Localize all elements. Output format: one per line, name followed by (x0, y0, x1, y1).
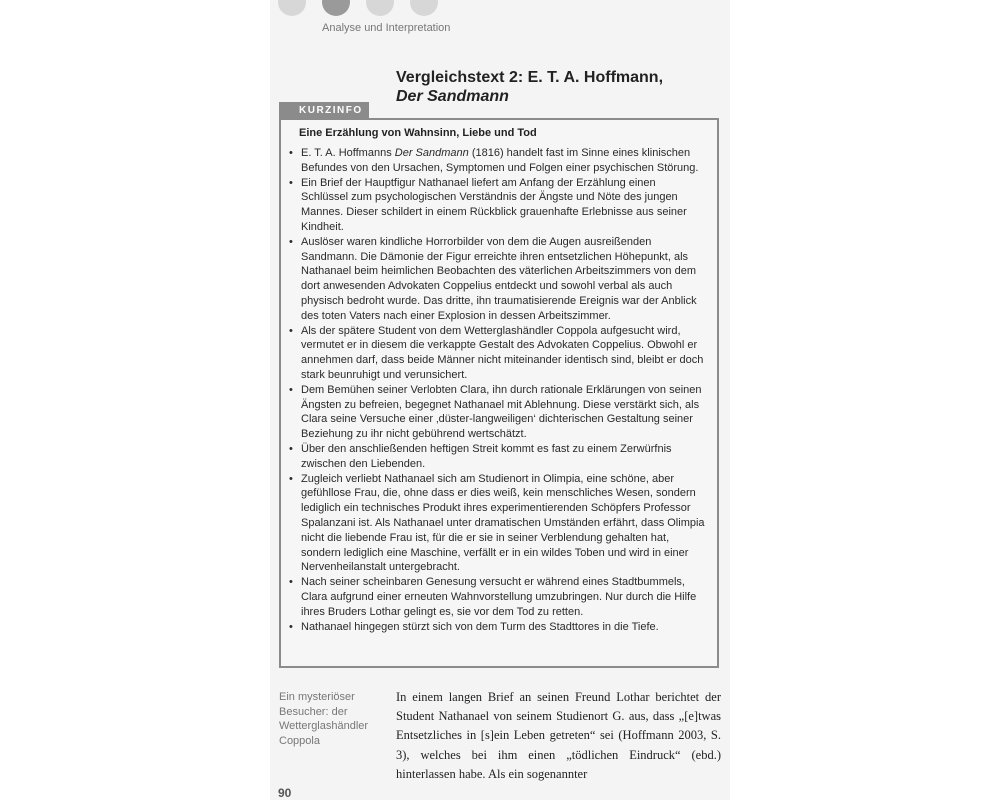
kurzinfo-tab: KURZINFO (279, 102, 369, 119)
list-item: • E. T. A. Hoffmanns Der Sandmann (1816) handelt fast im Sinne eines klinischen Befundes von den Ursachen, Symptomen und Folgen einer psychischen Störung. (289, 146, 705, 176)
list-item: • Nach seiner scheinbaren Genesung versucht er während eines Stadtbummels, Clara aufgrund einer erneuten Wahnvorstellung umzubringen. Nur durch die Hilfe ihres Bruders Lothar gelingt es, sie vor dem Tod zu retten. (289, 575, 705, 619)
kurzinfo-title: Eine Erzählung von Wahnsinn, Liebe und Tod (299, 127, 537, 139)
kurzinfo-list (289, 146, 705, 634)
kurzinfo-box (279, 118, 719, 668)
list-item: • Ein Brief der Hauptfigur Nathanael liefert am Anfang der Erzählung einen Schlüssel zum psychologischen Verständnis der Ängste und Nöte des jungen Mannes. Dieser schildert in einem Rückblick grauenhafte Erlebnisse aus seiner Kindheit. (289, 176, 705, 235)
page-number: 90 (278, 786, 292, 800)
list-item: • Nathanael hingegen stürzt sich von dem Turm des Stadttores in die Tiefe. (289, 620, 705, 635)
margin-note: Ein mysteriöser Besucher: der Wetterglashändler Coppola (279, 691, 369, 747)
list-item: • Als der spätere Student von dem Wetterglashändler Coppola aufgesucht wird, vermutet er in diesem die verkappte Gestalt des Advokaten Coppelius. Obwohl er annehmen darf, dass beide Männer nicht miteinander identisch sind, bleibt er doch stark beunruhigt und verunsichert. (289, 324, 705, 383)
section-label: Analyse und Interpretation (322, 22, 451, 34)
list-item: • Über den anschließenden heftigen Streit kommt es fast zu einem Zerwürfnis zwischen den Liebenden. (289, 442, 705, 472)
title-line-2: Der Sandmann (396, 88, 509, 105)
body-paragraph: In einem langen Brief an seinen Freund Lothar berichtet der Student Nathanael von seinem Studienort G. aus, dass „[e]twas Entsetzliches in [s]ein Leben getreten“ sei (Hoffmann 2003, S. 3), welches bei ihm einen „tödlichen Eindruck“ (ebd.) hinterlassen habe. Als ein sogenannter (396, 690, 721, 781)
title-line-1: Vergleichstext 2: E. T. A. Hoffmann, (396, 69, 664, 86)
page-title (396, 68, 726, 106)
list-item: • Auslöser waren kindliche Horrorbilder von dem die Augen ausreißenden Sandmann. Die Dämonie der Figur erreichte ihren entsetzlichen Höhepunkt, als Nathanael beim heimlichen Beobachten des väterlichen Arbeitszimmers von dem dort anwesenden Advokaten Coppelius entdeckt und sowohl verbal als auch physisch bedroht wurde. Das dritte, ihn traumatisierende Ereignis war der Anblick des toten Vaters nach einer Explosion in dessen Arbeitszimmer. (289, 235, 705, 324)
list-item: • Zugleich verliebt Nathanael sich am Studienort in Olimpia, eine schöne, aber gefühllose Frau, die, ohne dass er dies weiß, kein menschliches Wesen, sondern lediglich ein technisches Produkt ihres experimentierenden Schöpfers Professor Spalanzani ist. Als Nathanael unter dramatischen Umständen erfährt, dass Olimpia nicht die liebende Frau ist, für die er sie in seiner Verblendung gehalten hat, sondern lediglich eine Maschine, verfällt er in ein wildes Toben und wird in einer Nervenheilanstalt untergebracht. (289, 472, 705, 576)
list-item: • Dem Bemühen seiner Verlobten Clara, ihn durch rationale Erklärungen von seinen Ängsten zu befreien, begegnet Nathanael mit Ablehnung. Diese verstärkt sich, als Clara seine Versuche einer ‚düster-langweiligen‘ dichterischen Gestaltung seiner Beziehung zu ihr nicht gebührend wertschätzt. (289, 383, 705, 442)
